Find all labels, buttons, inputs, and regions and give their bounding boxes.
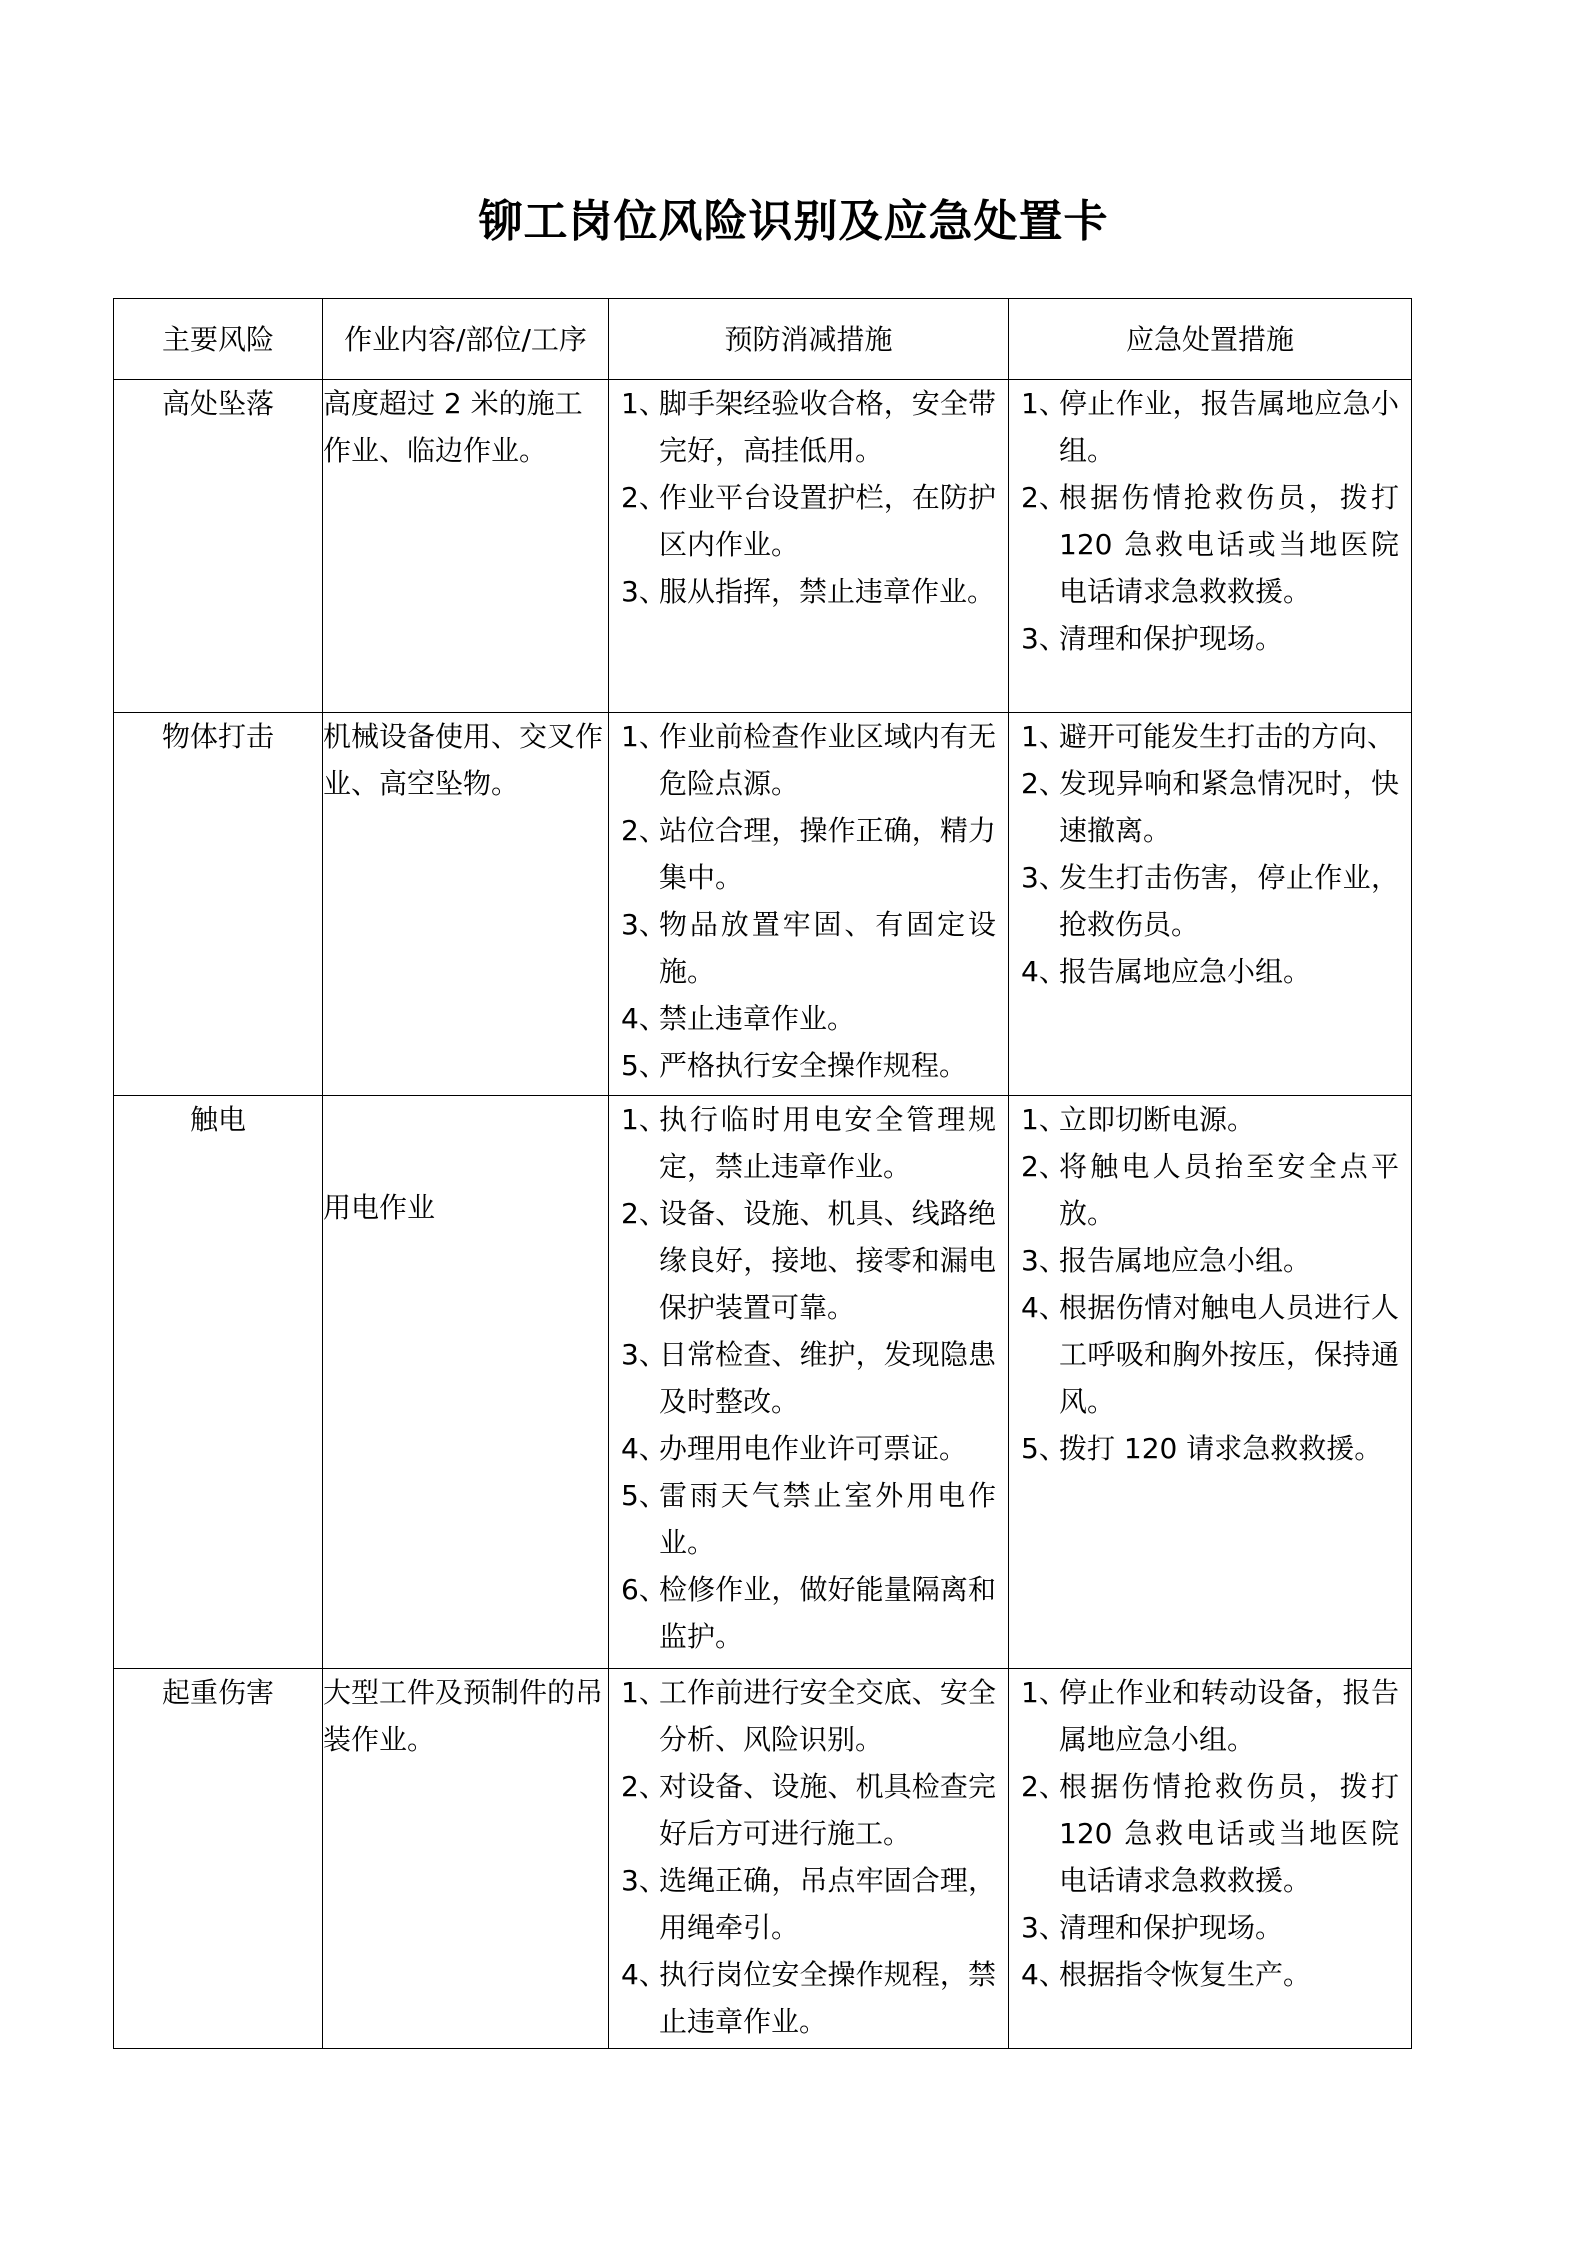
list-item: 4、 办理用电作业许可票证。: [621, 1432, 968, 1465]
content-cell: 用电作业: [323, 1096, 609, 1669]
list-item: 1、 脚手架经验收合格，安全带完好，高挂低用。: [621, 387, 996, 467]
list-item: 2、 将触电人员抬至安全点平放。: [1021, 1150, 1399, 1230]
content-cell: 机械设备使用、交叉作业、高空坠物。: [323, 713, 609, 1096]
risk-cell: 触电: [114, 1096, 323, 1669]
list-item: 1、 工作前进行安全交底、安全分析、风险识别。: [621, 1676, 996, 1756]
list-item: 4、 执行岗位安全操作规程，禁止违章作业。: [621, 1958, 996, 2038]
list-item: 1、 作业前检查作业区域内有无危险点源。: [621, 720, 996, 800]
list-item: 1、 停止作业和转动设备，报告属地应急小组。: [1021, 1676, 1399, 1756]
table-row: [114, 380, 1412, 713]
header-row: [114, 299, 1412, 380]
risk-cell: 物体打击: [114, 713, 323, 1096]
list-item: 2、 根据伤情抢救伤员，拨打 120 急救电话或当地医院电话请求急救救援。: [1021, 481, 1399, 608]
list-item: 2、 发现异响和紧急情况时，快速撤离。: [1021, 767, 1399, 847]
list-item: 2、 设备、设施、机具、线路绝缘良好，接地、接零和漏电保护装置可靠。: [621, 1197, 996, 1324]
prevention-cell: [609, 380, 1009, 713]
list-item: 3、 报告属地应急小组。: [1021, 1244, 1312, 1277]
list-item: 3、 选绳正确，吊点牢固合理，用绳牵引。: [621, 1864, 996, 1944]
header-risk: 主要风险: [114, 299, 323, 380]
content-cell: 大型工件及预制件的吊装作业。: [323, 1669, 609, 2049]
list-item: 3、 清理和保护现场。: [1021, 622, 1284, 655]
risk-card-table: [113, 298, 1412, 2049]
risk-cell: 高处坠落: [114, 380, 323, 713]
list-item: 4、 根据伤情对触电人员进行人工呼吸和胸外按压，保持通风。: [1021, 1291, 1399, 1418]
list-item: 3、 物品放置牢固、有固定设施。: [621, 908, 996, 988]
table-row: [114, 713, 1412, 1096]
risk-cell: 起重伤害: [114, 1669, 323, 2049]
prevention-cell: [609, 1096, 1009, 1669]
prevention-cell: [609, 1669, 1009, 2049]
list-item: 4、 根据指令恢复生产。: [1021, 1958, 1312, 1991]
header-content: 作业内容/部位/工序: [323, 299, 609, 380]
prevention-cell: [609, 713, 1009, 1096]
list-item: 5、 雷雨天气禁止室外用电作业。: [621, 1479, 996, 1559]
list-item: 2、 站位合理，操作正确，精力集中。: [621, 814, 996, 894]
table-row: [114, 1096, 1412, 1669]
content-cell: 高度超过 2 米的施工作业、临边作业。: [323, 380, 609, 713]
list-item: 1、 立即切断电源。: [1021, 1103, 1256, 1136]
list-item: 4、 报告属地应急小组。: [1021, 955, 1312, 988]
list-item: 5、 拨打 120 请求急救救援。: [1021, 1432, 1383, 1465]
header-response: 应急处置措施: [1009, 299, 1412, 380]
list-item: 5、 严格执行安全操作规程。: [621, 1049, 968, 1082]
table-row: [114, 1669, 1412, 2049]
response-cell: [1009, 380, 1412, 713]
list-item: 3、 日常检查、维护，发现隐患及时整改。: [621, 1338, 996, 1418]
list-item: 4、 禁止违章作业。: [621, 1002, 856, 1035]
list-item: 3、 清理和保护现场。: [1021, 1911, 1284, 1944]
response-cell: [1009, 1669, 1412, 2049]
list-item: 2、 对设备、设施、机具检查完好后方可进行施工。: [621, 1770, 996, 1850]
list-item: 3、 服从指挥，禁止违章作业。: [621, 575, 996, 608]
response-cell: [1009, 713, 1412, 1096]
header-prevention: 预防消减措施: [609, 299, 1009, 380]
list-item: 2、 根据伤情抢救伤员，拨打 120 急救电话或当地医院电话请求急救救援。: [1021, 1770, 1399, 1897]
list-item: 6、 检修作业，做好能量隔离和监护。: [621, 1573, 996, 1653]
list-item: 2、 作业平台设置护栏，在防护区内作业。: [621, 481, 996, 561]
response-cell: [1009, 1096, 1412, 1669]
page-title: 铆工岗位风险识别及应急处置卡: [478, 196, 1109, 247]
list-item: 1、 停止作业，报告属地应急小组。: [1021, 387, 1399, 467]
list-item: 1、 避开可能发生打击的方向、: [1021, 720, 1396, 753]
list-item: 3、 发生打击伤害，停止作业，抢救伤员。: [1021, 861, 1399, 941]
list-item: 1、 执行临时用电安全管理规定，禁止违章作业。: [621, 1103, 996, 1183]
